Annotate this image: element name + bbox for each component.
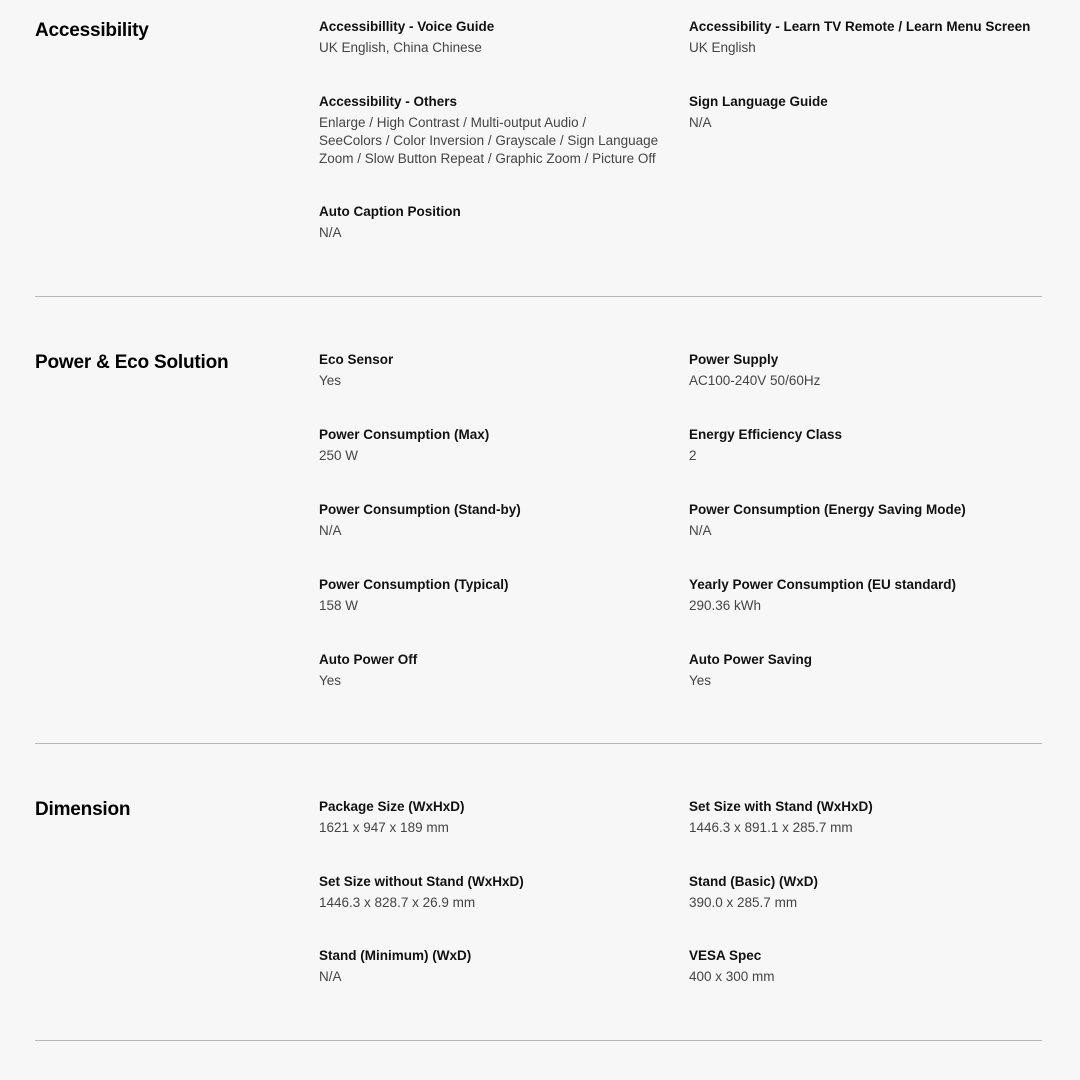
spec-item	[319, 93, 679, 168]
section-divider	[35, 743, 1042, 744]
spec-value: 400 x 300 mm	[689, 969, 775, 984]
section-divider	[35, 1040, 1042, 1041]
spec-label: Yearly Power Consumption (EU standard)	[689, 577, 957, 592]
spec-value: N/A	[689, 115, 712, 130]
spec-value: 390.0 x 285.7 mm	[689, 895, 798, 910]
spec-label: Auto Power Off	[319, 652, 418, 667]
spec-item	[689, 576, 1034, 615]
spec-label: Stand (Basic) (WxD)	[689, 874, 819, 889]
spec-label: Power Supply	[689, 352, 779, 367]
spec-value: 2	[689, 448, 697, 463]
section-title-dimension: Dimension	[35, 799, 131, 820]
spec-value: 290.36 kWh	[689, 598, 762, 613]
section-title-accessibility: Accessibility	[35, 20, 149, 41]
spec-label: VESA Spec	[689, 948, 762, 963]
spec-label: Set Size with Stand (WxHxD)	[689, 799, 873, 814]
spec-value: 1621 x 947 x 189 mm	[319, 820, 449, 835]
spec-value: Yes	[319, 673, 342, 688]
spec-item	[319, 351, 664, 390]
spec-item	[689, 947, 1034, 986]
spec-value: N/A	[689, 523, 712, 538]
spec-value: 1446.3 x 891.1 x 285.7 mm	[689, 820, 853, 835]
spec-item	[689, 351, 1034, 390]
spec-label: Eco Sensor	[319, 352, 394, 367]
spec-item	[319, 18, 664, 57]
spec-item	[319, 576, 664, 615]
spec-label: Sign Language Guide	[689, 94, 828, 109]
spec-value: UK English, China Chinese	[319, 40, 482, 55]
spec-item	[319, 947, 664, 986]
spec-value: 250 W	[319, 448, 359, 463]
spec-item	[689, 798, 1034, 837]
spec-label: Power Consumption (Max)	[319, 427, 490, 442]
spec-item	[319, 651, 664, 690]
spec-value: UK English	[689, 40, 756, 55]
spec-value: Enlarge / High Contrast / Multi-output Audio / SeeColors / Color Inversion / Grayscale / Sign Language Zoom / Slow Button Repeat / Graphic Zoom / Picture Off	[319, 115, 659, 166]
spec-label: Set Size without Stand (WxHxD)	[319, 874, 524, 889]
spec-value: 158 W	[319, 598, 359, 613]
spec-label: Auto Power Saving	[689, 652, 813, 667]
spec-value: Yes	[689, 673, 712, 688]
spec-label: Power Consumption (Stand-by)	[319, 502, 521, 517]
spec-item	[689, 18, 1034, 57]
spec-value: AC100-240V 50/60Hz	[689, 373, 821, 388]
spec-label: Package Size (WxHxD)	[319, 799, 465, 814]
spec-item	[689, 873, 1034, 912]
spec-item	[319, 203, 664, 242]
spec-label: Auto Caption Position	[319, 204, 461, 219]
spec-label: Power Consumption (Typical)	[319, 577, 509, 592]
section-title-power-eco: Power & Eco Solution	[35, 352, 229, 373]
spec-item	[319, 873, 664, 912]
spec-label: Stand (Minimum) (WxD)	[319, 948, 472, 963]
spec-label: Energy Efficiency Class	[689, 427, 843, 442]
spec-label: Power Consumption (Energy Saving Mode)	[689, 502, 966, 517]
spec-label: Accessibility - Others	[319, 94, 458, 109]
spec-value: 1446.3 x 828.7 x 26.9 mm	[319, 895, 476, 910]
spec-label: Accessibillity - Voice Guide	[319, 19, 495, 34]
section-divider	[35, 296, 1042, 297]
spec-value: N/A	[319, 523, 342, 538]
spec-label: Accessibility - Learn TV Remote / Learn Menu Screen	[689, 19, 1031, 34]
spec-value: N/A	[319, 225, 342, 240]
spec-item	[689, 501, 1034, 540]
spec-value: Yes	[319, 373, 342, 388]
spec-item	[319, 426, 664, 465]
spec-item	[319, 501, 664, 540]
spec-item	[689, 651, 1034, 690]
spec-value: N/A	[319, 969, 342, 984]
spec-item	[689, 426, 1034, 465]
spec-item	[319, 798, 664, 837]
spec-item	[689, 93, 1034, 132]
